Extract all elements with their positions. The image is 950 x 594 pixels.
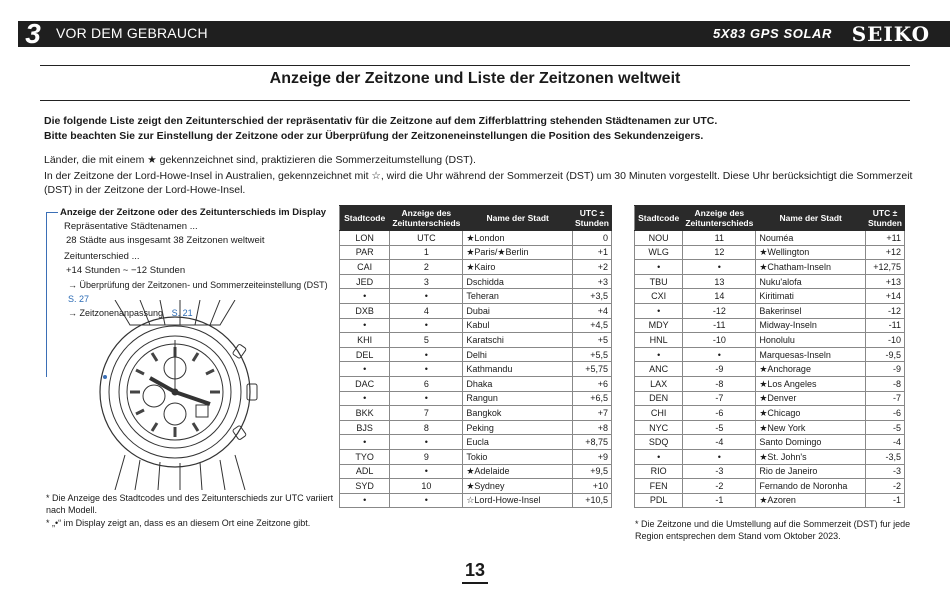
header-city-code: Stadtcode: [340, 206, 390, 231]
cell-city-code: WLG: [635, 245, 683, 260]
cell-utc-hours: -9,5: [865, 347, 904, 362]
cell-time-difference: 13: [683, 274, 756, 289]
cell-utc-hours: -11: [865, 318, 904, 333]
note-data-status: * Die Zeitzone und die Umstellung auf die Sommerzeit (DST) fur jede Region entsprechen dem Stand vom Oktober 2023.: [635, 519, 911, 541]
cell-time-difference: -9: [683, 362, 756, 377]
note-dot-meaning: * „•“ im Display zeigt an, dass es an diesem Ort eine Zeitzone gibt.: [46, 518, 311, 528]
cell-city-name: ★Paris/★Berlin: [463, 245, 573, 260]
cell-city-code: TBU: [635, 274, 683, 289]
cell-utc-hours: +2: [572, 260, 611, 275]
table-row: [340, 464, 612, 479]
cell-time-difference: 4: [390, 303, 463, 318]
header-time-difference: Anzeige des Zeitunterschieds: [683, 206, 756, 231]
table-row: [340, 333, 612, 348]
cell-city-code: •: [340, 493, 390, 508]
divider-top: [40, 65, 910, 66]
cell-time-difference: 9: [390, 449, 463, 464]
cell-city-name: Rio de Janeiro: [756, 464, 866, 479]
cell-time-difference: -12: [683, 303, 756, 318]
cell-time-difference: -6: [683, 406, 756, 421]
cell-city-name: ★Azoren: [756, 493, 866, 508]
cell-time-difference: 2: [390, 260, 463, 275]
table-row: [635, 406, 905, 421]
cell-time-difference: -8: [683, 376, 756, 391]
cell-city-name: ☆Lord-Howe-Insel: [463, 493, 573, 508]
callout-connector: [46, 212, 58, 213]
cell-time-difference: •: [390, 391, 463, 406]
cell-city-code: SDQ: [635, 435, 683, 450]
cell-city-code: DEN: [635, 391, 683, 406]
timezone-table-left: [339, 205, 612, 508]
cell-city-code: CAI: [340, 260, 390, 275]
cell-city-code: •: [340, 362, 390, 377]
callout-connector-vertical: [46, 212, 47, 377]
cell-city-name: Midway-Inseln: [756, 318, 866, 333]
cell-city-name: Dschidda: [463, 274, 573, 289]
cell-time-difference: -7: [683, 391, 756, 406]
cell-city-code: HNL: [635, 333, 683, 348]
cell-time-difference: UTC: [390, 231, 463, 246]
cell-city-name: Marquesas-Inseln: [756, 347, 866, 362]
cell-utc-hours: -10: [865, 333, 904, 348]
header-time-difference: Anzeige des Zeitunterschieds: [390, 206, 463, 231]
cell-city-name: ★London: [463, 231, 573, 246]
cell-city-name: ★Anchorage: [756, 362, 866, 377]
reference-dst-page-link[interactable]: S. 27: [68, 294, 90, 304]
cell-city-name: ★Chicago: [756, 406, 866, 421]
page-number: 13: [464, 560, 486, 580]
cell-time-difference: •: [390, 318, 463, 333]
cell-utc-hours: -6: [865, 406, 904, 421]
cell-city-name: Honolulu: [756, 333, 866, 348]
cell-time-difference: •: [390, 464, 463, 479]
cell-utc-hours: +8: [572, 420, 611, 435]
cell-city-code: CXI: [635, 289, 683, 304]
chapter-title: VOR DEM GEBRAUCH: [56, 25, 208, 41]
cell-city-name: Teheran: [463, 289, 573, 304]
cell-utc-hours: +9,5: [572, 464, 611, 479]
table-row: [340, 435, 612, 450]
cell-city-name: ★Sydney: [463, 479, 573, 494]
table-row: [635, 435, 905, 450]
cell-city-code: •: [340, 289, 390, 304]
cell-city-name: Bangkok: [463, 406, 573, 421]
cell-utc-hours: +11: [865, 231, 904, 246]
cell-utc-hours: +4: [572, 303, 611, 318]
cell-city-code: CHI: [635, 406, 683, 421]
table-row: [635, 245, 905, 260]
cell-city-name: Fernando de Noronha: [756, 479, 866, 494]
lord-howe-paragraph: In der Zeitzone der Lord-Howe-Insel in Australien, gekennzeichnet mit ☆, wird die Uhr während der Sommerzeit (DST) um 30 Minuten vorgestellt. Diese Uhr berücksichtigt die Sommerzeit (DST) in der Zeitzone der Lord-Howe-Insel.: [44, 170, 913, 196]
cell-time-difference: •: [683, 449, 756, 464]
cell-city-name: Eucla: [463, 435, 573, 450]
cell-time-difference: •: [683, 347, 756, 362]
table-row: [635, 449, 905, 464]
cell-utc-hours: -12: [865, 303, 904, 318]
page-title: Anzeige der Zeitzone und Liste der Zeitzonen weltweit: [269, 70, 681, 87]
cell-city-name: ★Chatham-Inseln: [756, 260, 866, 275]
cell-utc-hours: +1: [572, 245, 611, 260]
cell-time-difference: 5: [390, 333, 463, 348]
table-row: [340, 347, 612, 362]
cell-city-name: ★Los Angeles: [756, 376, 866, 391]
callout-line: Repräsentative Städtenamen ...: [64, 221, 198, 232]
table-row: [635, 231, 905, 246]
callout-heading: Anzeige der Zeitzone oder des Zeitunterschieds im Display: [60, 207, 327, 218]
cell-time-difference: -4: [683, 435, 756, 450]
cell-utc-hours: +13: [865, 274, 904, 289]
cell-city-name: ★New York: [756, 420, 866, 435]
table-row: [340, 245, 612, 260]
header-city-name: Name der Stadt: [463, 206, 573, 231]
cell-city-name: Nuku'alofa: [756, 274, 866, 289]
cell-time-difference: •: [390, 435, 463, 450]
cell-city-code: RIO: [635, 464, 683, 479]
reference-timezone-page-link[interactable]: S. 21: [171, 308, 193, 318]
cell-city-code: SYD: [340, 479, 390, 494]
table-row: [340, 289, 612, 304]
cell-utc-hours: +3: [572, 274, 611, 289]
cell-time-difference: •: [390, 493, 463, 508]
table-header-row: [635, 206, 905, 231]
cell-city-name: Kathmandu: [463, 362, 573, 377]
cell-utc-hours: +3,5: [572, 289, 611, 304]
cell-city-name: Karatschi: [463, 333, 573, 348]
cell-utc-hours: +6: [572, 376, 611, 391]
cell-time-difference: 1: [390, 245, 463, 260]
table-row: [340, 493, 612, 508]
table-row: [340, 449, 612, 464]
cell-time-difference: •: [390, 362, 463, 377]
cell-city-code: LON: [340, 231, 390, 246]
cell-city-name: Kiritimati: [756, 289, 866, 304]
cell-city-code: •: [635, 303, 683, 318]
callout-line: +14 Stunden ~ −12 Stunden: [66, 265, 186, 276]
cell-utc-hours: +8,75: [572, 435, 611, 450]
callout-line: 28 Städte aus insgesamt 38 Zeitzonen weltweit: [66, 235, 265, 246]
cell-city-code: ANC: [635, 362, 683, 377]
cell-utc-hours: +12: [865, 245, 904, 260]
cell-city-code: •: [340, 435, 390, 450]
table-row: [635, 464, 905, 479]
dst-paragraph: Länder, die mit einem ★ gekennzeichnet sind, praktizieren die Sommerzeitumstellung (DST).: [44, 154, 476, 166]
header-utc-hours: UTC ± Stunden: [572, 206, 611, 231]
table-header-row: [340, 206, 612, 231]
cell-city-name: Dhaka: [463, 376, 573, 391]
table-row: [635, 347, 905, 362]
cell-city-name: Tokio: [463, 449, 573, 464]
cell-city-code: NYC: [635, 420, 683, 435]
cell-city-name: Kabul: [463, 318, 573, 333]
chapter-number: 3: [25, 18, 41, 49]
cell-utc-hours: +10: [572, 479, 611, 494]
cell-city-name: ★Wellington: [756, 245, 866, 260]
cell-utc-hours: +12,75: [865, 260, 904, 275]
table-row: [635, 420, 905, 435]
table-row: [635, 391, 905, 406]
cell-time-difference: 12: [683, 245, 756, 260]
cell-city-name: ★Kairo: [463, 260, 573, 275]
cell-city-code: DXB: [340, 303, 390, 318]
cell-city-code: LAX: [635, 376, 683, 391]
table-row: [340, 274, 612, 289]
cell-utc-hours: -3: [865, 464, 904, 479]
cell-city-code: PAR: [340, 245, 390, 260]
header-utc-hours: UTC ± Stunden: [865, 206, 904, 231]
table-row: [635, 260, 905, 275]
watch-illustration-icon: [70, 300, 340, 490]
cell-time-difference: 3: [390, 274, 463, 289]
cell-city-code: ADL: [340, 464, 390, 479]
cell-utc-hours: +6,5: [572, 391, 611, 406]
cell-city-code: FEN: [635, 479, 683, 494]
table-row: [340, 406, 612, 421]
cell-city-name: ★Denver: [756, 391, 866, 406]
cell-city-code: KHI: [340, 333, 390, 348]
cell-city-name: ★St. John's: [756, 449, 866, 464]
cell-time-difference: 10: [390, 479, 463, 494]
cell-time-difference: •: [683, 260, 756, 275]
cell-utc-hours: +5,75: [572, 362, 611, 377]
table-row: [635, 274, 905, 289]
cell-utc-hours: -4: [865, 435, 904, 450]
cell-time-difference: -11: [683, 318, 756, 333]
cell-utc-hours: -2: [865, 479, 904, 494]
cell-utc-hours: -7: [865, 391, 904, 406]
header-city-code: Stadtcode: [635, 206, 683, 231]
header-city-name: Name der Stadt: [756, 206, 866, 231]
cell-city-code: BKK: [340, 406, 390, 421]
intro-line-1: Die folgende Liste zeigt den Zeitunterschied der repräsentativ für die Zeitzone auf dem Zifferblattring stehenden Städtenamen zur UTC.: [44, 115, 718, 127]
cell-city-name: Santo Domingo: [756, 435, 866, 450]
cell-utc-hours: -3,5: [865, 449, 904, 464]
cell-time-difference: 14: [683, 289, 756, 304]
cell-time-difference: •: [390, 289, 463, 304]
cell-time-difference: 8: [390, 420, 463, 435]
model-name: 5X83 GPS SOLAR: [713, 26, 832, 41]
table-row: [340, 391, 612, 406]
table-row: [340, 420, 612, 435]
cell-time-difference: -1: [683, 493, 756, 508]
cell-city-code: DAC: [340, 376, 390, 391]
intro-text: [44, 114, 914, 144]
table-row: [340, 376, 612, 391]
cell-time-difference: •: [390, 347, 463, 362]
cell-city-name: Dubai: [463, 303, 573, 318]
cell-time-difference: -5: [683, 420, 756, 435]
cell-time-difference: 6: [390, 376, 463, 391]
cell-utc-hours: +5,5: [572, 347, 611, 362]
cell-time-difference: 7: [390, 406, 463, 421]
cell-city-code: •: [635, 260, 683, 275]
cell-utc-hours: +10,5: [572, 493, 611, 508]
cell-city-code: TYO: [340, 449, 390, 464]
header-bar: [18, 18, 950, 49]
cell-utc-hours: -9: [865, 362, 904, 377]
cell-time-difference: 11: [683, 231, 756, 246]
page-number-underline: [462, 582, 488, 584]
cell-utc-hours: +7: [572, 406, 611, 421]
cell-city-code: JED: [340, 274, 390, 289]
table-row: [635, 318, 905, 333]
cell-city-code: MDY: [635, 318, 683, 333]
cell-utc-hours: -1: [865, 493, 904, 508]
table-row: [635, 289, 905, 304]
table-row: [340, 362, 612, 377]
cell-time-difference: -3: [683, 464, 756, 479]
table-row: [635, 376, 905, 391]
table-row: [635, 333, 905, 348]
table-row: [635, 493, 905, 508]
table-row: [340, 318, 612, 333]
cell-city-name: Peking: [463, 420, 573, 435]
cell-city-name: Rangun: [463, 391, 573, 406]
cell-time-difference: -2: [683, 479, 756, 494]
reference-timezone-text: → Zeitzonenanpassung: [68, 308, 164, 318]
table-row: [340, 231, 612, 246]
note-display-variation: * Die Anzeige des Stadtcodes und des Zeitunterschieds zur UTC variiert nach Modell.: [46, 493, 334, 515]
table-row: [340, 479, 612, 494]
cell-city-code: BJS: [340, 420, 390, 435]
cell-time-difference: -10: [683, 333, 756, 348]
cell-utc-hours: +14: [865, 289, 904, 304]
cell-utc-hours: +5: [572, 333, 611, 348]
table-row: [340, 260, 612, 275]
cell-city-code: •: [635, 449, 683, 464]
cell-city-code: PDL: [635, 493, 683, 508]
cell-city-code: •: [635, 347, 683, 362]
cell-utc-hours: +4,5: [572, 318, 611, 333]
intro-line-2: Bitte beachten Sie zur Einstellung der Zeitzone oder zur Überprüfung der Zeitzoneneinstellungen die Position des Sekundenzeigers.: [44, 130, 704, 142]
cell-city-code: NOU: [635, 231, 683, 246]
cell-city-code: •: [340, 318, 390, 333]
brand-logo: SEIKO: [851, 22, 930, 46]
cell-utc-hours: 0: [572, 231, 611, 246]
timezone-table-right: [634, 205, 905, 508]
cell-city-name: Nouméa: [756, 231, 866, 246]
cell-utc-hours: -8: [865, 376, 904, 391]
cell-city-name: Delhi: [463, 347, 573, 362]
divider-title: [40, 100, 910, 101]
table-row: [635, 303, 905, 318]
cell-city-code: •: [340, 391, 390, 406]
reference-dst-text: → Überprüfung der Zeitzonen- und Sommerzeiteinstellung (DST): [68, 280, 328, 290]
callout-line: Zeitunterschied ...: [64, 251, 140, 262]
cell-city-name: ★Adelaide: [463, 464, 573, 479]
table-row: [635, 362, 905, 377]
table-row: [635, 479, 905, 494]
cell-utc-hours: -5: [865, 420, 904, 435]
cell-city-name: Bakerinsel: [756, 303, 866, 318]
table-row: [340, 303, 612, 318]
cell-city-code: DEL: [340, 347, 390, 362]
cell-utc-hours: +9: [572, 449, 611, 464]
